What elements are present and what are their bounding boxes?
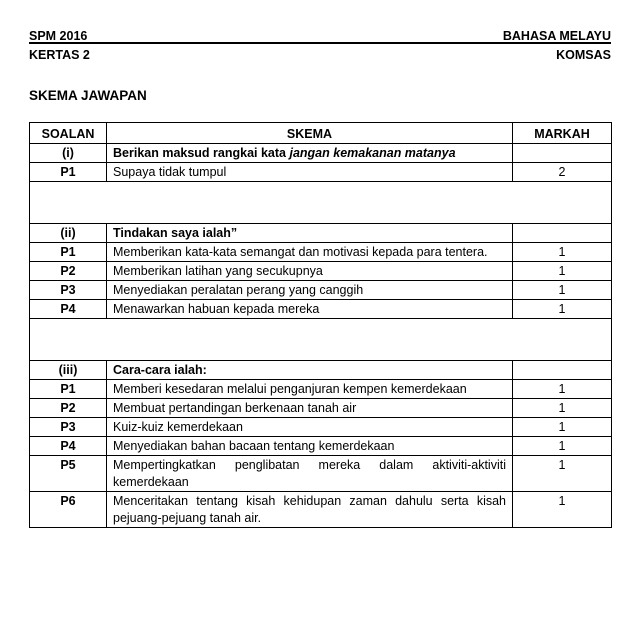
- section-title: SKEMA JAWAPAN: [29, 88, 147, 103]
- question-label: (ii): [30, 224, 107, 243]
- point-label: P2: [30, 262, 107, 281]
- table-row: [30, 456, 612, 492]
- point-label: P1: [30, 380, 107, 399]
- question-row: [30, 361, 612, 380]
- exam-year: SPM 2016: [29, 29, 88, 43]
- point-label: P4: [30, 300, 107, 319]
- mark-value: 1: [513, 456, 612, 492]
- point-label: P6: [30, 492, 107, 528]
- table-row: [30, 399, 612, 418]
- mark-value: 1: [513, 380, 612, 399]
- point-label: P4: [30, 437, 107, 456]
- question-row: [30, 224, 612, 243]
- table-row: [30, 380, 612, 399]
- answer-text: Kuiz-kuiz kemerdekaan: [107, 418, 513, 437]
- answer-text: Supaya tidak tumpul: [107, 163, 513, 182]
- question-prompt-italic: jangan kemakanan matanya: [289, 146, 456, 160]
- table-header-row: [30, 123, 612, 144]
- mark-value: 1: [513, 262, 612, 281]
- table-row: [30, 262, 612, 281]
- question-row: [30, 144, 612, 163]
- answer-text: Menyediakan peralatan perang yang canggih: [107, 281, 513, 300]
- question-prompt: Cara-cara ialah:: [107, 361, 513, 380]
- mark-value: 1: [513, 492, 612, 528]
- mark-value: 1: [513, 437, 612, 456]
- table-row: [30, 243, 612, 262]
- mark-cell: [513, 144, 612, 163]
- column-header-skema: SKEMA: [107, 123, 513, 144]
- question-label: (iii): [30, 361, 107, 380]
- answer-text: Memberikan kata-kata semangat dan motivasi kepada para tentera.: [107, 243, 513, 262]
- answer-text: Membuat pertandingan berkenaan tanah air: [107, 399, 513, 418]
- answer-text: Mempertingkatkan penglibatan mereka dalam aktiviti-aktiviti kemerdekaan: [107, 456, 513, 492]
- mark-value: 1: [513, 399, 612, 418]
- point-label: P3: [30, 281, 107, 300]
- paper-number: KERTAS 2: [29, 48, 90, 62]
- column-header-soalan: SOALAN: [30, 123, 107, 144]
- answer-text: Memberikan latihan yang secukupnya: [107, 262, 513, 281]
- point-label: P5: [30, 456, 107, 492]
- answer-text: Menawarkan habuan kepada mereka: [107, 300, 513, 319]
- subject-name: BAHASA MELAYU: [502, 29, 611, 43]
- answer-scheme-table: [29, 122, 612, 528]
- table-row: [30, 437, 612, 456]
- mark-value: 1: [513, 243, 612, 262]
- mark-value: 2: [513, 163, 612, 182]
- mark-value: 1: [513, 418, 612, 437]
- mark-value: 1: [513, 300, 612, 319]
- column-header-markah: MARKAH: [513, 123, 612, 144]
- spacer-row: [30, 182, 612, 224]
- component-name: KOMSAS: [556, 48, 611, 62]
- table-row: [30, 163, 612, 182]
- question-prompt-text: Berikan maksud rangkai kata: [113, 146, 290, 160]
- header-divider: [29, 42, 611, 44]
- table-row: [30, 492, 612, 528]
- mark-cell: [513, 361, 612, 380]
- table-row: [30, 300, 612, 319]
- point-label: P3: [30, 418, 107, 437]
- answer-text: Memberi kesedaran melalui penganjuran kempen kemerdekaan: [107, 380, 513, 399]
- spacer-row: [30, 319, 612, 361]
- point-label: P1: [30, 163, 107, 182]
- page-header-bottom: [29, 48, 611, 62]
- point-label: P2: [30, 399, 107, 418]
- answer-text: Menyediakan bahan bacaan tentang kemerdekaan: [107, 437, 513, 456]
- question-label: (i): [30, 144, 107, 163]
- table-row: [30, 281, 612, 300]
- table-row: [30, 418, 612, 437]
- mark-cell: [513, 224, 612, 243]
- mark-value: 1: [513, 281, 612, 300]
- question-prompt: Tindakan saya ialah”: [107, 224, 513, 243]
- answer-text: Menceritakan tentang kisah kehidupan zaman dahulu serta kisah pejuang-pejuang tanah air.: [107, 492, 513, 528]
- question-prompt: [107, 144, 513, 163]
- point-label: P1: [30, 243, 107, 262]
- page-header-top: [29, 29, 611, 43]
